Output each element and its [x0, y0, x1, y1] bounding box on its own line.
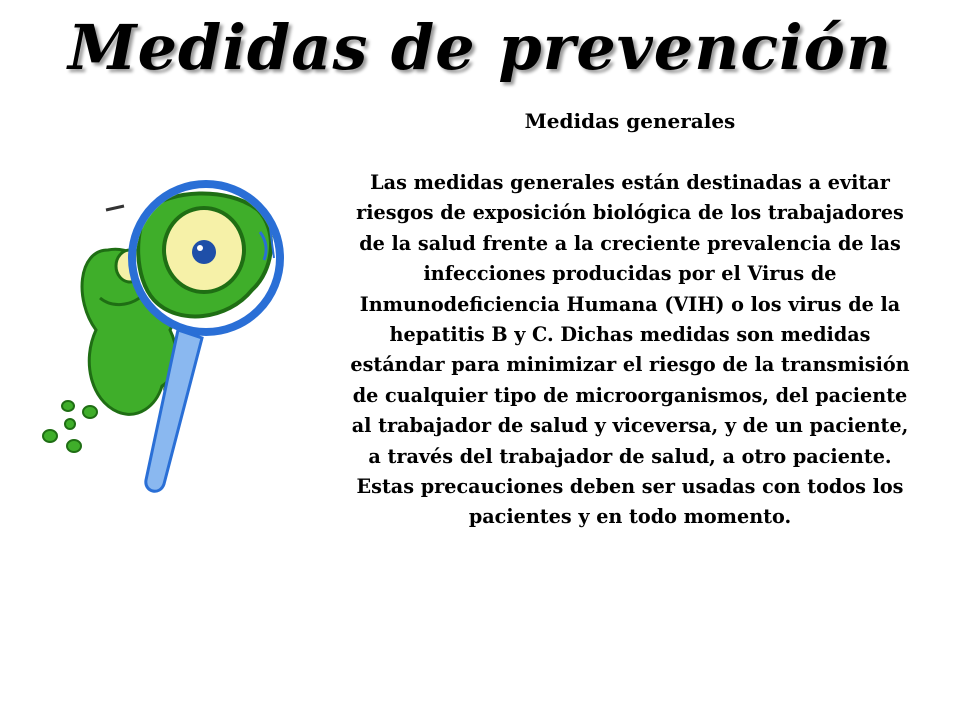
- germ-eyebrow: [106, 206, 124, 210]
- section-heading: Medidas generales: [524, 109, 736, 133]
- germ-with-magnifying-glass-icon: [38, 180, 338, 510]
- body-paragraph: Las medidas generales están destinadas a evitar riesgos de exposición biológica de los trabajadores de la salud frente a la creciente prevalencia de las infecciones producidas por el Virus de Inmunodeficiencia Humana (VIH) o los virus de la hepatitis B y C. Dichas medidas son medidas estándar para minimizar el riesgo de la transmisión de cualquier tipo de microorganismos, del paciente al trabajador de salud y viceversa, y de un paciente, a través del trabajador de salud, a otro paciente. Estas precauciones deben ser usadas con todos los pacientes y en todo momento.: [350, 171, 910, 529]
- germ-blob-2: [67, 440, 81, 452]
- germ-blob-1: [43, 430, 57, 442]
- germ-blob-5: [83, 406, 97, 418]
- germ-blob-3: [65, 419, 75, 429]
- slide-title: Medidas de prevención: [67, 11, 893, 84]
- magnified-pupil: [192, 240, 216, 264]
- germ-blob-4: [62, 401, 74, 411]
- germ-magnifier-illustration: [38, 180, 338, 510]
